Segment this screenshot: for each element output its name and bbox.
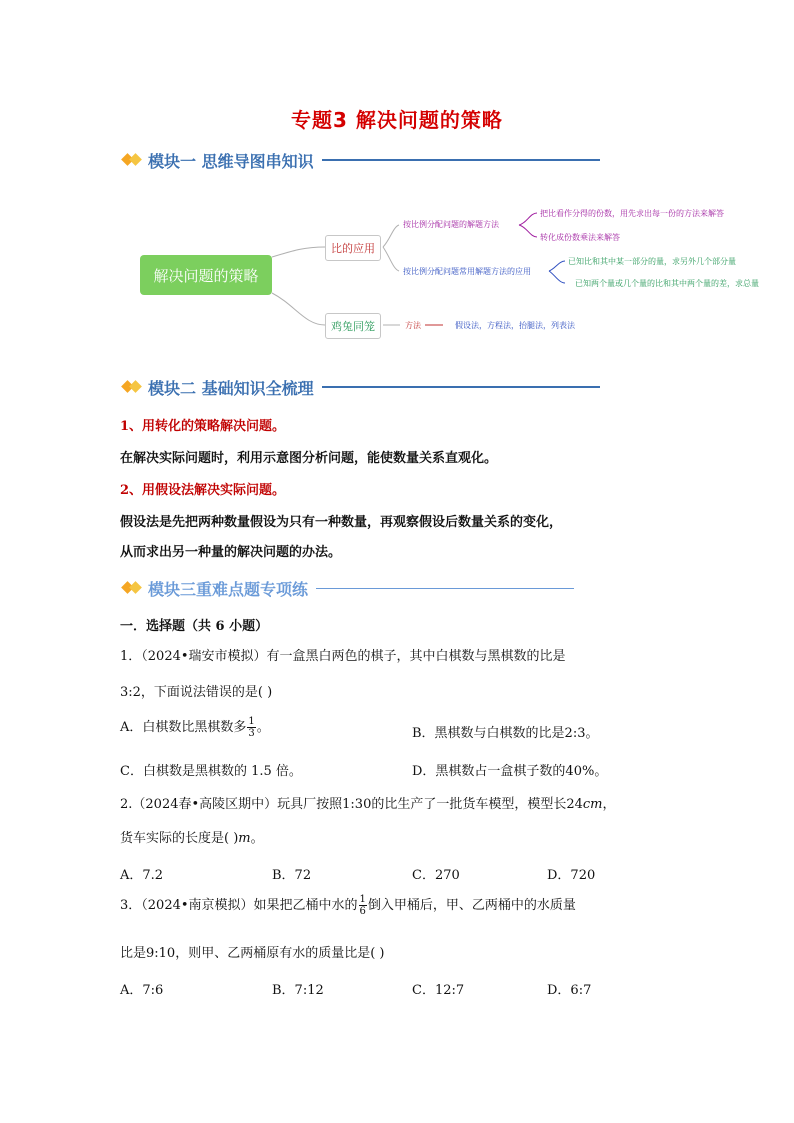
divider-line [316, 588, 574, 589]
basics-heading-1: 1、用转化的策略解决问题。 [120, 419, 286, 434]
q1-line-1: 1．（2024•瑞安市模拟）有一盒黑白两色的棋子，其中白棋数与黑棋数的比是 [120, 649, 566, 664]
q2-line-2-suffix: 。 [250, 831, 264, 846]
mind-map-sub1: 按比例分配问题的解题方法 [403, 220, 499, 229]
mind-map-method-list: 假设法，方程法，抬腿法，列表法 [455, 321, 575, 330]
basics-heading-2: 2、用假设法解决实际问题。 [120, 483, 286, 498]
fraction-numerator: 1 [359, 894, 366, 905]
module-1-header [122, 147, 600, 173]
q2-unit-cm: cm [582, 797, 603, 812]
mind-map-method: 方法 [405, 321, 421, 330]
divider-line [322, 159, 600, 161]
diamond-icon [122, 379, 144, 395]
fraction-denominator: 6 [359, 906, 366, 917]
mind-map-sub2: 按比例分配问题常用解题方法的应用 [403, 267, 531, 276]
q3-line-1-suffix: 倒入甲桶后，甲、乙两桶中的水质量 [367, 898, 576, 913]
q3-line-2: 比是9:10，则甲、乙两桶原有水的质量比是( ) [120, 946, 385, 961]
basics-paragraph-2b: 从而求出另一种量的解决问题的办法。 [120, 545, 342, 560]
fraction [359, 894, 367, 917]
fraction-numerator: 1 [248, 716, 255, 727]
q2-option-b: B．72 [272, 868, 312, 883]
mind-map-sub2-b: 已知两个量或几个量的比和其中两个量的差，求总量 [575, 279, 759, 288]
q3-option-d: D．6:7 [547, 983, 592, 998]
q2-option-c: C．270 [412, 868, 460, 883]
diamond-icon [122, 152, 144, 168]
mind-map [135, 195, 794, 355]
q1-option-b: B．黑棋数与白棋数的比是2:3。 [412, 726, 599, 741]
module-2-header [122, 374, 600, 400]
fraction-denominator: 3 [248, 728, 255, 739]
q2-line-1 [120, 793, 616, 812]
q2-line-2 [120, 827, 264, 846]
q3-option-c: C．12:7 [412, 983, 465, 998]
basics-paragraph-2a: 假设法是先把两种数量假设为只有一种数量，再观察假设后数量关系的变化， [120, 515, 563, 530]
q3-option-a: A．7:6 [120, 983, 164, 998]
page-title: 专题3 解决问题的策略 [291, 108, 503, 132]
fraction [247, 716, 255, 739]
q2-line-1-suffix: ， [602, 797, 616, 812]
module-3-header [122, 575, 574, 601]
q3-line-1-text: 3．（2024•南京模拟）如果把乙桶中水的 [120, 898, 358, 913]
q2-line-1-text: 2.（2024春•高陵区期中）玩具厂按照1:30的比生产了一批货车模型，模型长24 [120, 797, 583, 812]
module-1-title: 模块一 思维导图串知识 [148, 151, 314, 171]
diamond-icon [122, 580, 144, 596]
q1-option-d: D．黑棋数占一盒棋子数的40%。 [412, 764, 608, 779]
mind-map-sub1-a: 把比看作分得的份数，用先求出每一份的方法来解答 [540, 209, 724, 218]
module-2-title: 模块二 基础知识全梳理 [148, 378, 314, 398]
q1-option-a-suffix: 。 [256, 720, 270, 735]
practice-heading: 一．选择题（共 6 小题） [120, 619, 269, 634]
mind-map-root: 解决问题的策略 [140, 255, 272, 295]
q2-line-2-text: 货车实际的长度是( ) [120, 831, 239, 846]
q3-option-b: B．7:12 [272, 983, 324, 998]
mind-map-sub1-b: 转化成份数乘法来解答 [540, 233, 620, 242]
q1-option-a-text: A．白棋数比黑棋数多 [120, 720, 247, 735]
divider-line [322, 386, 600, 388]
q2-option-a: A．7.2 [120, 868, 164, 883]
mind-map-branch-chicken-rabbit: 鸡兔同笼 [325, 313, 381, 339]
q3-line-1 [120, 894, 576, 917]
mind-map-sub2-a: 已知比和其中某一部分的量，求另外几个部分量 [568, 257, 736, 266]
module-3-title: 模块三重难点题专项练 [148, 579, 309, 599]
q2-unit-m: m [238, 831, 251, 846]
q1-option-c: C．白棋数是黑棋数的 1.5 倍。 [120, 764, 302, 779]
mind-map-branch-ratio: 比的应用 [325, 235, 381, 261]
basics-paragraph-1: 在解决实际问题时，利用示意图分析问题，能使数量关系直观化。 [120, 451, 498, 466]
q1-line-2: 3:2，下面说法错误的是( ) [120, 685, 273, 700]
q2-option-d: D．720 [547, 868, 596, 883]
q1-option-a [120, 716, 270, 739]
